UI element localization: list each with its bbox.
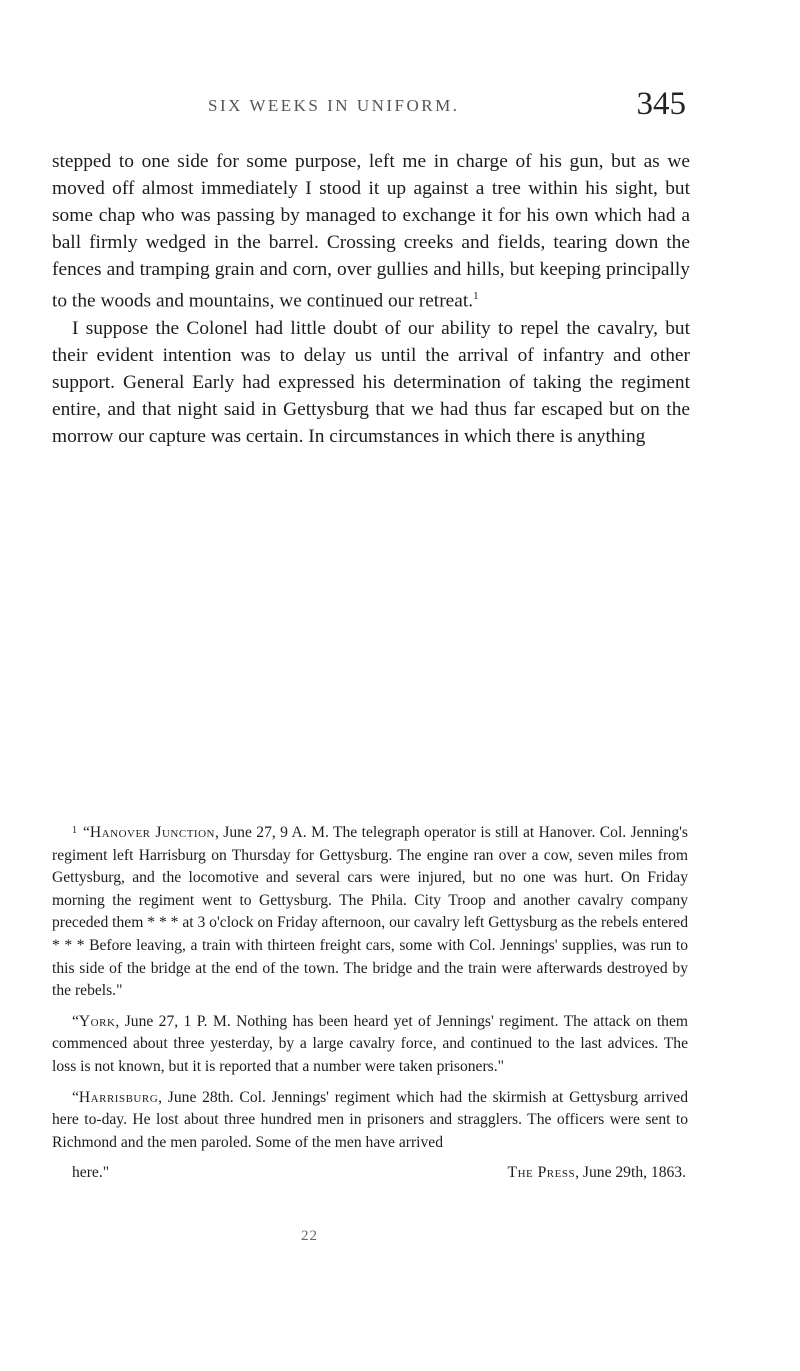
dateline-place: York <box>78 1012 116 1030</box>
footnote-source <box>488 1162 688 1185</box>
footnote-entry: $^1$ “Hanover Junction, June 27, 9 A. M. The telegraph operator is still at Hanover. Col. Jenning's regiment left Harrisburg on Thursday for Gettysburg. The engine ran over a cow, seven miles from Gettysburg, and the locomotive and several cars were injured, but no one was hurt. On Friday morning the regiment went to Gettysburg. The Phila. City Troop and another cavalry company preceded them * * * at 3 o'clock on Friday afternoon, our cavalry left Gettysburg as the rebels entered * * * Before leaving, a train with thirteen freight cars, some with Col. Jennings' supplies, was run to this side of the bridge at the end of the town. The bridge and the train were afterwards destroyed by the rebels." <box>52 824 689 1000</box>
footnote-text: , June 28th. Col. Jennings' regiment which had the skirmish at Gettysburg arrived here to-day. He lost about three hundred men in prisoners and stragglers. The officers were sent to Richmond and the men paroled. Some of the men have arrived <box>52 1088 688 1151</box>
source-date: , June 29th, 1863. <box>575 1164 686 1182</box>
footnote-text: , June 27, 9 A. M. The telegraph operator is still at Hanover. Col. Jenning's regiment left Harrisburg on Thursday for Gettysburg. The engine ran over a cow, seven miles from Gettysburg, and the locomotive and several cars were injured, but no one was hurt. On Friday morning the regiment went to Gettysburg. The Phila. City Troop and another cavalry company preceded them * * * at 3 o'clock on Friday afternoon, our cavalry left Gettysburg as the rebels entered * * * Before leaving, a train with thirteen freight cars, some with Col. Jennings' supplies, was run to this side of the bridge at the end of the town. The bridge and the train were afterwards destroyed by the rebels." <box>52 824 689 1000</box>
signature-mark: 22 <box>301 1228 318 1244</box>
footnote-entry: “Harrisburg, June 28th. Col. Jennings' regiment which had the skirmish at Gettysburg arrived here to-day. He lost about three hundred men in prisoners and stragglers. The officers were sent to Richmond and the men paroled. Some of the men have arrived <box>52 1088 688 1151</box>
footnote-marker: 1 <box>72 825 77 836</box>
source-name: The Press <box>507 1164 576 1182</box>
running-head <box>208 86 686 132</box>
paragraph <box>52 148 690 315</box>
dateline-place: Hanover Junction <box>89 824 215 841</box>
footnote-source-line <box>52 1162 688 1185</box>
footnote-text: , June 27, 1 P. M. Nothing has been heard yet of Jennings' regiment. The attack on them commenced about three yesterday, by a large cavalry force, and continued to the last advices. The loss is not known, but it is reported that a number were taken prisoners." <box>52 1012 688 1075</box>
paragraph-text: stepped to one side for some purpose, left me in charge of his gun, but as we moved off almost immediately I stood it up against a tree within his sight, but some chap who was passing by managed to exchange it for his own which had a ball firmly wedged in the barrel. Crossing creeks and fields, tearing down the fences and tramping grain and corn, over gullies and hills, but keeping principally to the woods and mountains, we continued our retreat. <box>52 151 690 312</box>
footnote <box>52 822 688 1185</box>
footnote-reference: 1 <box>473 290 479 303</box>
footnote-closing-word: here." <box>72 1164 110 1182</box>
body-text <box>52 148 690 450</box>
page-number: 345 <box>636 86 686 122</box>
paragraph <box>52 315 690 450</box>
dateline-place: Harrisburg <box>78 1088 159 1106</box>
paragraph-text: I suppose the Colonel had little doubt of our ability to repel the cavalry, but their evident intention was to delay us until the arrival of infantry and other support. General Early had expressed his determination of taking the regiment entire, and that night said in Gettysburg that we had thus far escaped but on the morrow our capture was certain. In circumstances in which there is anything <box>52 317 690 447</box>
running-title: SIX WEEKS IN UNIFORM. <box>208 96 460 115</box>
footnote-entry: “York, June 27, 1 P. M. Nothing has been heard yet of Jennings' regiment. The attack on them commenced about three yesterday, by a large cavalry force, and continued to the last advices. The loss is not known, but it is reported that a number were taken prisoners." <box>52 1012 688 1075</box>
